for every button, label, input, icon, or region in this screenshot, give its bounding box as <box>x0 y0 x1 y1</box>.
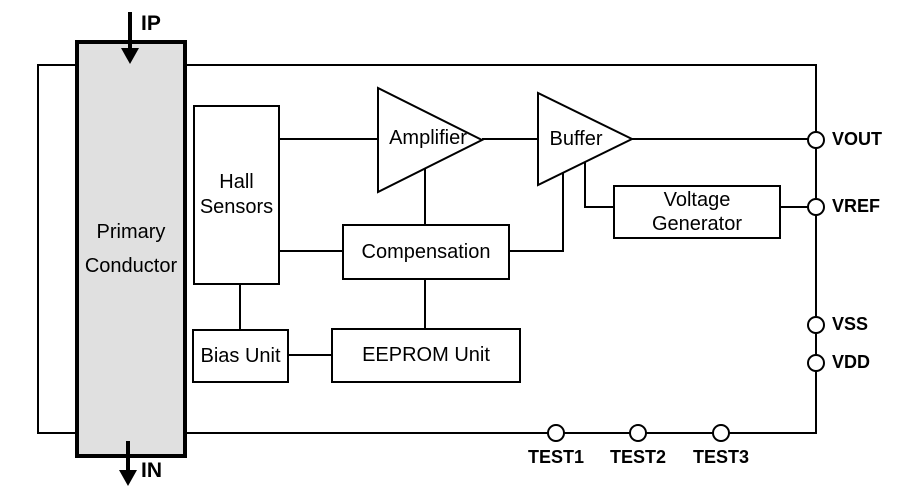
voltage-generator-block <box>613 185 781 239</box>
pin-vref-label: VREF <box>832 196 881 216</box>
primary-conductor-label-line1: Primary <box>96 221 166 243</box>
pin-vdd <box>807 354 825 372</box>
pin-test2 <box>629 424 647 442</box>
wire-buffer-to-vout <box>631 138 808 140</box>
wire-hall-to-bias <box>239 284 241 330</box>
hall-sensors-label-line1: Hall <box>219 171 254 193</box>
pin-test1 <box>547 424 565 442</box>
buffer-label: Buffer <box>549 128 603 150</box>
pin-vout-label: VOUT <box>832 129 883 149</box>
eeprom-unit-block <box>331 328 521 383</box>
ip-arrow-shaft <box>128 12 132 50</box>
hall-sensors-block <box>193 105 280 285</box>
wire-compensation-to-buffer-horizontal <box>510 250 564 252</box>
wire-bias-to-eeprom <box>288 354 331 356</box>
arrow-down-icon <box>121 48 139 64</box>
wire-buffer-to-voltage-generator-horizontal <box>584 206 614 208</box>
compensation-label: Compensation <box>361 240 491 263</box>
amplifier-label: Amplifier <box>389 127 467 149</box>
wire-hall-to-compensation <box>280 250 343 252</box>
eeprom-unit-label: EEPROM Unit <box>362 344 490 366</box>
pin-vdd-label: VDD <box>832 352 871 372</box>
pin-test3-label: TEST3 <box>692 447 749 467</box>
voltage-generator-label-line1: Voltage <box>663 189 731 211</box>
pin-vout <box>807 131 825 149</box>
compensation-block <box>342 224 510 280</box>
wire-voltage-generator-to-vref <box>781 206 808 208</box>
pin-vss-label: VSS <box>832 314 869 334</box>
wire-compensation-to-eeprom <box>424 279 426 329</box>
pin-test1-label: TEST1 <box>527 447 584 467</box>
primary-conductor-label-line2: Conductor <box>84 255 178 277</box>
pin-test3 <box>712 424 730 442</box>
in-arrow-shaft <box>126 441 130 472</box>
hall-sensors-label-line2: Sensors <box>199 196 274 218</box>
bias-unit-block <box>192 329 289 383</box>
wire-amplifier-to-buffer <box>482 138 538 140</box>
in-pin-label: IN <box>141 459 162 482</box>
voltage-generator-label-line2: Generator <box>651 213 743 235</box>
arrow-down-icon <box>119 470 137 486</box>
pin-vss <box>807 316 825 334</box>
ip-pin-label: IP <box>141 12 161 35</box>
primary-conductor <box>75 40 187 458</box>
wire-hall-to-amplifier <box>280 138 378 140</box>
bias-unit-label: Bias Unit <box>200 344 281 367</box>
pin-vref <box>807 198 825 216</box>
pin-test2-label: TEST2 <box>609 447 666 467</box>
